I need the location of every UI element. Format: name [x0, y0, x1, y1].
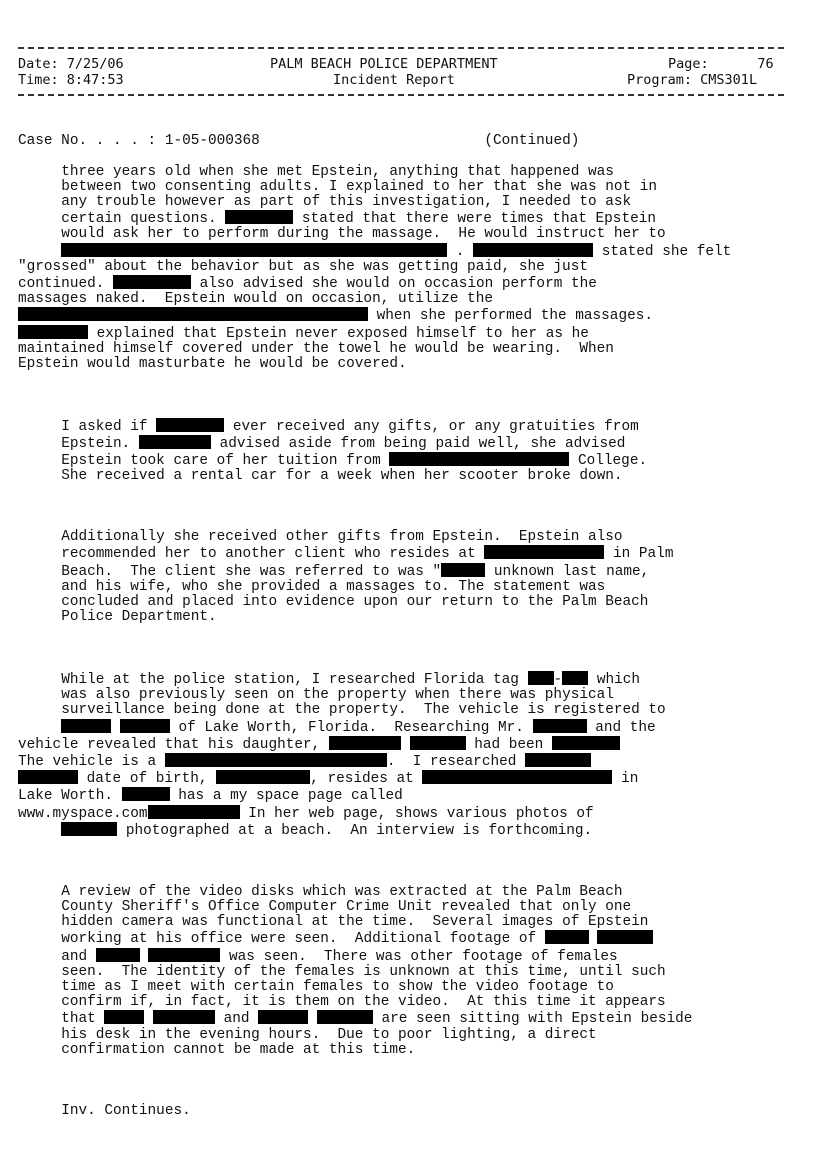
text-line: She received a rental car for a week when her scooter broke down.	[61, 468, 623, 485]
text-line: Epstein would masturbate he would be covered.	[18, 356, 407, 373]
text-line: and	[61, 948, 88, 965]
header-bottom-rule	[18, 94, 784, 96]
text-line: A review of the video disks which was extracted at the Palm Beach	[61, 883, 623, 900]
text-line: County Sheriff's Office Computer Crime Unit revealed that only one	[61, 898, 632, 915]
department-name: PALM BEACH POLICE DEPARTMENT	[270, 56, 498, 72]
text-line: confirmation cannot be made at this time.	[61, 1041, 416, 1058]
text-line: has a my space page called	[178, 788, 403, 805]
text-line: seen. The identity of the females is unknown at this time, until such	[61, 963, 666, 980]
time-label: Time:	[18, 72, 59, 88]
text-line: in	[621, 771, 639, 788]
text-line: his desk in the evening hours. Due to poor lighting, a direct	[61, 1026, 597, 1043]
text-line: The vehicle is a	[18, 754, 157, 771]
redaction	[597, 930, 653, 944]
time-line	[18, 72, 124, 88]
text-line: had been	[474, 736, 544, 753]
text-line: Epstein took care of her tuition from	[61, 453, 381, 470]
text-line: www.myspace.com	[18, 805, 148, 822]
redaction	[225, 210, 293, 224]
footer-line	[18, 1104, 798, 1119]
text-line: Additionally she received other gifts from Epstein. Epstein also	[61, 529, 623, 546]
page-line	[668, 56, 774, 72]
text-line: While at the police station, I researched Florida tag	[61, 672, 519, 689]
text-line: would ask her to perform during the massage. He would instruct her to	[61, 226, 666, 243]
paragraph-5	[18, 885, 798, 1058]
date-line	[18, 56, 124, 72]
text-line: recommended her to another client who resides at	[61, 546, 476, 563]
text-line: surveillance being done at the property. The vehicle is registered to	[61, 702, 666, 719]
header-top-rule	[18, 47, 784, 49]
redaction	[104, 1010, 144, 1024]
paragraph-2	[18, 418, 798, 485]
redaction	[329, 736, 401, 750]
text-line: Beach. The client she was referred to was "	[61, 563, 442, 580]
text-line: ever received any gifts, or any gratuities from	[232, 418, 639, 435]
text-line: of Lake Worth, Florida. Researching Mr.	[178, 719, 524, 736]
text-line: advised aside from being paid well, she advised	[219, 436, 626, 453]
redaction	[153, 1010, 215, 1024]
text-line: working at his office were seen. Additional footage of	[61, 931, 537, 948]
redaction	[120, 719, 170, 733]
paragraph-1: three years old when she met Epstein, anything that happened was between two consenting adults. I explained to her that she was not in any trouble however as part of this investigation, I needed to ask certain questions. stated that there were times that Epstein would ask her to perform during the massage. He would instruct her to . stated she felt "grossed" about the behavior but as she was getting paid, she just continued. also advised she would on occasion perform the massages naked. Epstein would on occasion, utilize the when she performed the massages. explained that Epstein never exposed himself to her as he maintained himself covered under the towel he would be wearing. When Epstein would masturbate he would be covered.	[18, 163, 732, 373]
redaction	[441, 563, 485, 577]
text-line: date of birth,	[86, 771, 208, 788]
text-line: Lake Worth.	[18, 788, 113, 805]
text-line: that	[61, 1011, 96, 1028]
redaction	[139, 435, 211, 449]
text-line: , resides at	[310, 771, 414, 788]
redaction	[18, 325, 88, 339]
redaction	[96, 948, 140, 962]
redaction	[562, 671, 588, 685]
redaction	[216, 770, 310, 784]
text-line: three years old when she met Epstein, anything that happened was	[61, 163, 614, 180]
text-line: vehicle revealed that his daughter,	[18, 736, 321, 753]
text-line: and the	[595, 719, 656, 736]
redaction	[148, 805, 240, 819]
text-line: . I researched	[386, 754, 517, 771]
inv-continues: Inv. Continues.	[61, 1102, 191, 1119]
redaction	[113, 275, 191, 289]
program-line	[627, 72, 757, 88]
redaction	[389, 452, 569, 466]
text-line: Police Department.	[61, 609, 217, 626]
text-line: concluded and placed into evidence upon our return to the Palm Beach	[61, 594, 649, 611]
redaction	[61, 822, 117, 836]
text-line: which	[596, 672, 640, 689]
text-line: photographed at a beach. An interview is forthcoming.	[125, 822, 593, 839]
text-line: stated she felt	[601, 243, 732, 260]
text-line: explained that Epstein never exposed himself to her as he	[96, 325, 589, 342]
redaction	[18, 307, 368, 321]
text-line: I asked if	[61, 418, 148, 435]
redaction	[317, 1010, 373, 1024]
text-line: massages naked. Epstein would on occasion, utilize the	[18, 291, 493, 308]
redaction	[165, 753, 209, 767]
text-line: In her web page, shows various photos of	[248, 805, 594, 822]
report-date: 7/25/06	[66, 56, 124, 72]
text-line: "grossed" about the behavior but as she was getting paid, she just	[18, 258, 588, 275]
text-line: hidden camera was functional at the time. Several images of Epstein	[61, 914, 649, 931]
date-label: Date:	[18, 56, 59, 72]
page-label: Page:	[668, 56, 709, 72]
text-line: and his wife, who she provided a massages to. The statement was	[61, 578, 606, 595]
redaction	[156, 418, 224, 432]
text-line: time as I meet with certain females to show the video footage to	[61, 978, 614, 995]
text-line: unknown last name,	[493, 563, 650, 580]
report-time: 8:47:53	[66, 72, 124, 88]
case-number: 1-05-000368	[164, 133, 260, 150]
page-number: 76	[757, 56, 774, 72]
redaction	[61, 719, 111, 733]
program-code: CMS301L	[700, 72, 758, 88]
redaction	[473, 243, 593, 257]
paragraph-3	[18, 530, 798, 625]
report-body	[18, 119, 798, 1149]
text-line: when she performed the massages.	[376, 308, 653, 325]
text-line: Epstein.	[61, 436, 131, 453]
text-line: any trouble however as part of this investigation, I needed to ask	[61, 194, 632, 211]
text-line: are seen sitting with Epstein beside	[381, 1011, 693, 1028]
redaction	[122, 787, 170, 801]
redaction	[258, 1010, 308, 1024]
redaction	[209, 243, 447, 257]
redaction	[484, 545, 604, 559]
text-line: stated that there were times that Epstein	[301, 211, 656, 228]
text-line: continued.	[18, 276, 105, 293]
report-type: Incident Report	[333, 72, 455, 88]
redaction	[545, 930, 589, 944]
redaction	[209, 753, 387, 767]
case-label: Case No. . . . :	[18, 133, 157, 150]
text-line: certain questions.	[61, 211, 217, 228]
text-line: and	[223, 1011, 250, 1028]
text-line: maintained himself covered under the towel he would be wearing. When	[18, 340, 614, 357]
continued-marker: (Continued)	[484, 133, 580, 150]
redaction	[533, 719, 587, 733]
text-line: in Palm	[613, 546, 674, 563]
paragraph-4: While at the police station, I researched Florida tag - which was also previously seen on the property when there was physical surveillance being done at the property. The vehicle is registered to of Lake Worth, Florida. Researching Mr. and the vehicle revealed that his daughter, had been The vehicle is a . I researched date of birth, , resides at in Lake Worth. has a my space page called www.myspace.com In her web page, shows various photos of photographed at a beach. An interview is forthcoming.	[18, 672, 666, 839]
program-label: Program:	[627, 72, 693, 88]
redaction	[552, 736, 620, 750]
redaction	[422, 770, 612, 784]
text-line: confirm if, in fact, it is them on the video. At this time it appears	[61, 994, 666, 1011]
redaction	[525, 753, 591, 767]
redaction	[18, 770, 78, 784]
text-line: also advised she would on occasion perform the	[199, 276, 597, 293]
text-line: College.	[578, 453, 648, 470]
redaction	[61, 243, 209, 257]
redaction	[528, 671, 554, 685]
text-line: between two consenting adults. I explained to her that she was not in	[61, 178, 658, 195]
redaction	[410, 736, 466, 750]
text-line: was also previously seen on the property when there was physical	[61, 687, 614, 704]
case-line	[18, 134, 798, 149]
text-line: was seen. There was other footage of females	[229, 948, 618, 965]
redaction	[148, 948, 220, 962]
